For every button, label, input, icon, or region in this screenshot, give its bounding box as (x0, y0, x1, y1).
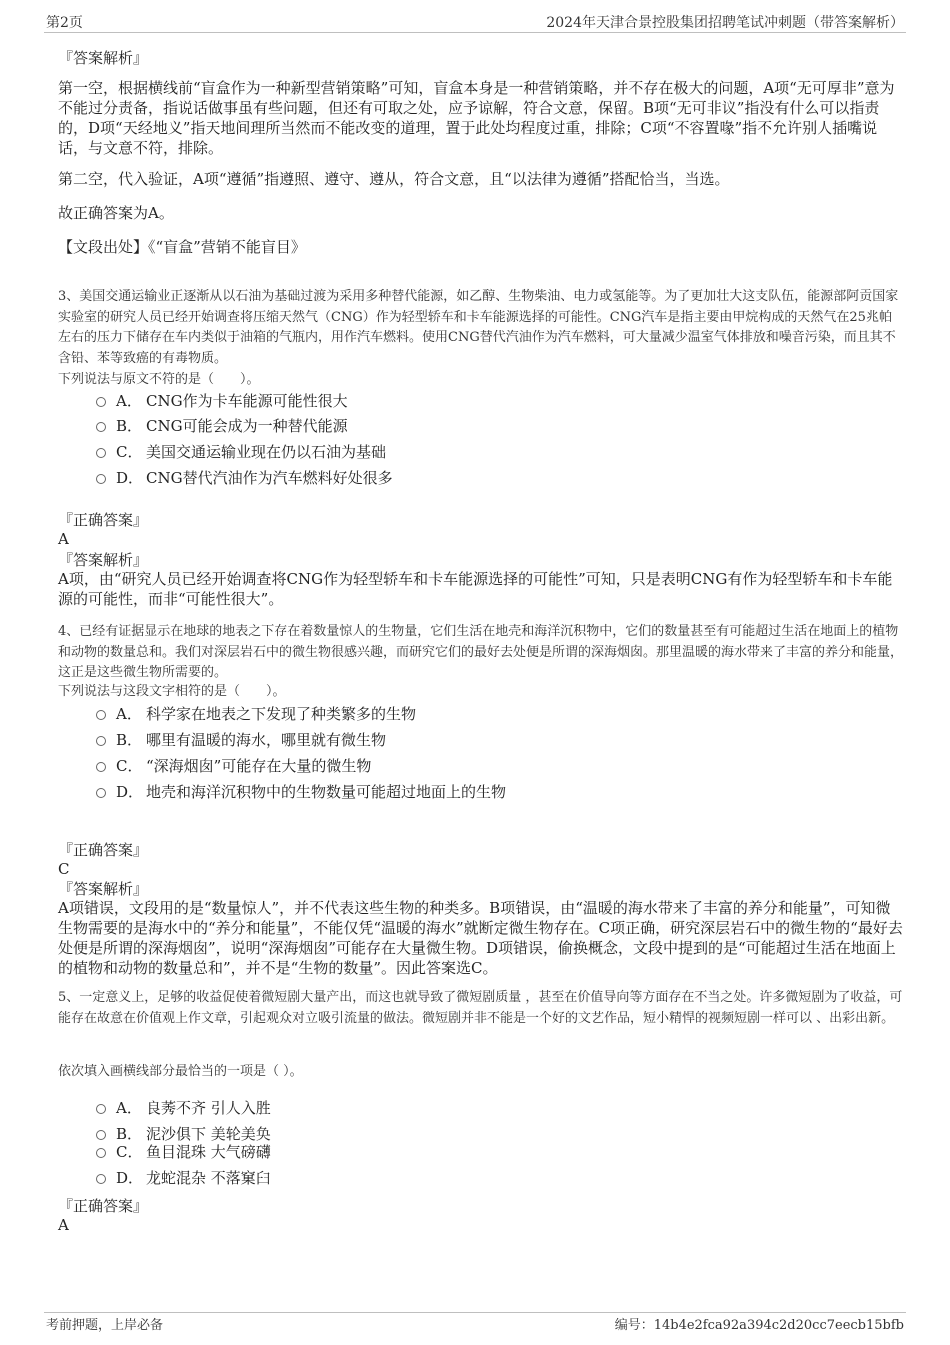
q3-option-a[interactable] (96, 391, 348, 411)
option-letter: B． (116, 417, 143, 435)
option-text: CNG作为卡车能源可能性很大 (146, 392, 348, 410)
radio-icon[interactable] (96, 422, 106, 432)
option-letter: D． (116, 1169, 144, 1187)
radio-icon[interactable] (96, 736, 106, 746)
option-text: 美国交通运输业现在仍以石油为基础 (146, 443, 387, 461)
option-text: 哪里有温暖的海水，哪里就有微生物 (146, 731, 387, 749)
q3-stem: 3、美国交通运输业正逐渐从以石油为基础过渡为采用多种替代能源，如乙醇、生物柴油、电力或氢能等。为了更加壮大这支队伍，能源部阿贡国家实验室的研究人员已经开始调查将压缩天然气（CNG）作为轻型轿车和卡车能源选择的可能性。CNG汽车是指主要由甲烷构成的天然气在25兆帕左右的压力下储存在车内类似于油箱的气瓶内，用作汽车燃料。使用CNG替代汽油作为汽车燃料，可大量减少温室气体排放和噪音污染，而且其不含铅、苯等致癌的有毒物质。 (58, 289, 899, 366)
q4-question: 下列说法与这段文字相符的是（ ）。 (58, 684, 286, 699)
option-text: 科学家在地表之下发现了种类繁多的生物 (146, 705, 417, 723)
q4-option-b[interactable] (96, 730, 386, 750)
q2-source: 【文段出处】《“盲盒”营销不能盲目》 (58, 238, 306, 256)
radio-icon[interactable] (96, 1130, 106, 1140)
option-text: CNG可能会成为一种替代能源 (146, 417, 348, 435)
q3-answer-label: 『正确答案』 (58, 511, 149, 529)
document-title: 2024年天津合景控股集团招聘笔试冲刺题（带答案解析） (546, 15, 904, 31)
option-letter: C． (116, 443, 143, 461)
q4-option-c[interactable] (96, 756, 371, 776)
option-letter: D． (116, 783, 144, 801)
option-letter: C． (116, 757, 143, 775)
q3-option-b[interactable] (96, 416, 348, 436)
q3-option-c[interactable] (96, 442, 386, 462)
option-letter: A． (116, 1099, 142, 1117)
q5-answer-label: 『正确答案』 (58, 1197, 149, 1215)
radio-icon[interactable] (96, 710, 106, 720)
q4-analysis-label: 『答案解析』 (58, 880, 149, 898)
q3-analysis-label: 『答案解析』 (58, 551, 149, 569)
option-letter: C． (116, 1143, 143, 1161)
q3-answer: A (58, 530, 69, 548)
q4-stem: 4、已经有证据显示在地球的地表之下存在着数量惊人的生物量，它们生活在地壳和海洋沉积物中，它们的数量甚至有可能超过生活在地面上的植物和动物的数量总和。我们对深层岩石中的微生物很感兴趣，而研究它们的最好去处便是所谓的深海烟囱。那里温暖的海水带来了丰富的养分和能量，这正是这些微生物所需要的。 (58, 624, 904, 680)
q5-answer: A (58, 1216, 69, 1234)
radio-icon[interactable] (96, 762, 106, 772)
q5-option-d[interactable] (96, 1168, 271, 1188)
q2-analysis-label: 『答案解析』 (58, 49, 149, 67)
option-text: 龙蛇混杂 不落窠臼 (146, 1169, 271, 1187)
q5-option-c[interactable] (96, 1142, 271, 1162)
q4-analysis: A项错误，文段用的是“数量惊人”，并不代表这些生物的种类多。B项错误，由“温暖的海水带来了丰富的养分和能量”，可知微生物需要的是海水中的“养分和能量”，不能仅凭“温暖的海水”就断定微生物存在。C项正确，研究深层岩石中的微生物的“最好去处便是所谓的深海烟囱”，说明“深海烟囱”可能存在大量微生物。D项错误，偷换概念，文段中提到的是“可能超过生活在地面上的植物和动物的数量总和”，并不是“生物的数量”。因此答案选C。 (58, 899, 903, 977)
q5-option-a[interactable] (96, 1098, 271, 1118)
q2-conclusion: 故正确答案为A。 (58, 204, 174, 222)
radio-icon[interactable] (96, 1174, 106, 1184)
option-text: “深海烟囱”可能存在大量的微生物 (146, 757, 372, 775)
q4-option-d[interactable] (96, 782, 506, 802)
radio-icon[interactable] (96, 448, 106, 458)
option-letter: D． (116, 469, 144, 487)
option-letter: A． (116, 705, 142, 723)
radio-icon[interactable] (96, 1104, 106, 1114)
q2-analysis-para2: 第二空，代入验证，A项“遵循”指遵照、遵守、遵从，符合文意，且“以法律为遵循”搭配恰当，当选。 (58, 170, 730, 188)
q3-analysis: A项，由“研究人员已经开始调查将CNG作为轻型轿车和卡车能源选择的可能性”可知，只是表明CNG有作为轻型轿车和卡车能源的可能性，而非“可能性很大”。 (58, 570, 893, 608)
option-letter: A． (116, 392, 142, 410)
option-text: 良莠不齐 引人入胜 (146, 1099, 271, 1117)
q5-option-b[interactable] (96, 1124, 271, 1144)
option-text: 泥沙俱下 美轮美奂 (146, 1125, 271, 1143)
q5-question: 依次填入画横线部分最恰当的一项是（ ）。 (58, 1064, 303, 1079)
q3-option-d[interactable] (96, 468, 393, 488)
q4-answer-label: 『正确答案』 (58, 841, 149, 859)
option-letter: B． (116, 731, 143, 749)
option-text: 地壳和海洋沉积物中的生物数量可能超过地面上的生物 (146, 783, 507, 801)
radio-icon[interactable] (96, 397, 106, 407)
document-id: 编号：14b4e2fca92a394c2d20cc7eecb15bfb (614, 1318, 904, 1333)
q4-option-a[interactable] (96, 704, 416, 724)
radio-icon[interactable] (96, 1148, 106, 1158)
option-text: CNG替代汽油作为汽车燃料好处很多 (146, 469, 393, 487)
radio-icon[interactable] (96, 474, 106, 484)
footer-divider (44, 1312, 906, 1313)
page-number: 第2页 (46, 15, 83, 31)
option-letter: B． (116, 1125, 143, 1143)
header-divider (44, 32, 906, 33)
q5-stem: 5、一定意义上，足够的收益促使着微短剧大量产出，而这也就导致了微短剧质量 ，甚至在价值导向等方面存在不当之处。许多微短剧为了收益，可能存在故意在价值观上作文章，引起观众对立吸引流量的做法。微短剧并非不能是一个好的文艺作品，短小精悍的视频短剧一样可以 、出彩出新。 (58, 990, 903, 1026)
option-text: 鱼目混珠 大气磅礴 (146, 1143, 271, 1161)
radio-icon[interactable] (96, 788, 106, 798)
q2-analysis-para1: 第一空，根据横线前“盲盒作为一种新型营销策略”可知，盲盒本身是一种营销策略，并不存在极大的问题，A项“无可厚非”意为不能过分责备，指说话做事虽有些问题，但还有可取之处，应予谅解，符合文意，保留。B项“无可非议”指没有什么可以指责的，D项“天经地义”指天地间理所当然而不能改变的道理，置于此处均程度过重，排除；C项“不容置喙”指不允许别人插嘴说话，与文意不符，排除。 (58, 79, 895, 157)
q4-answer: C (58, 860, 70, 878)
footer-slogan: 考前押题，上岸必备 (46, 1318, 164, 1333)
q3-question: 下列说法与原文不符的是（ ）。 (58, 372, 260, 387)
